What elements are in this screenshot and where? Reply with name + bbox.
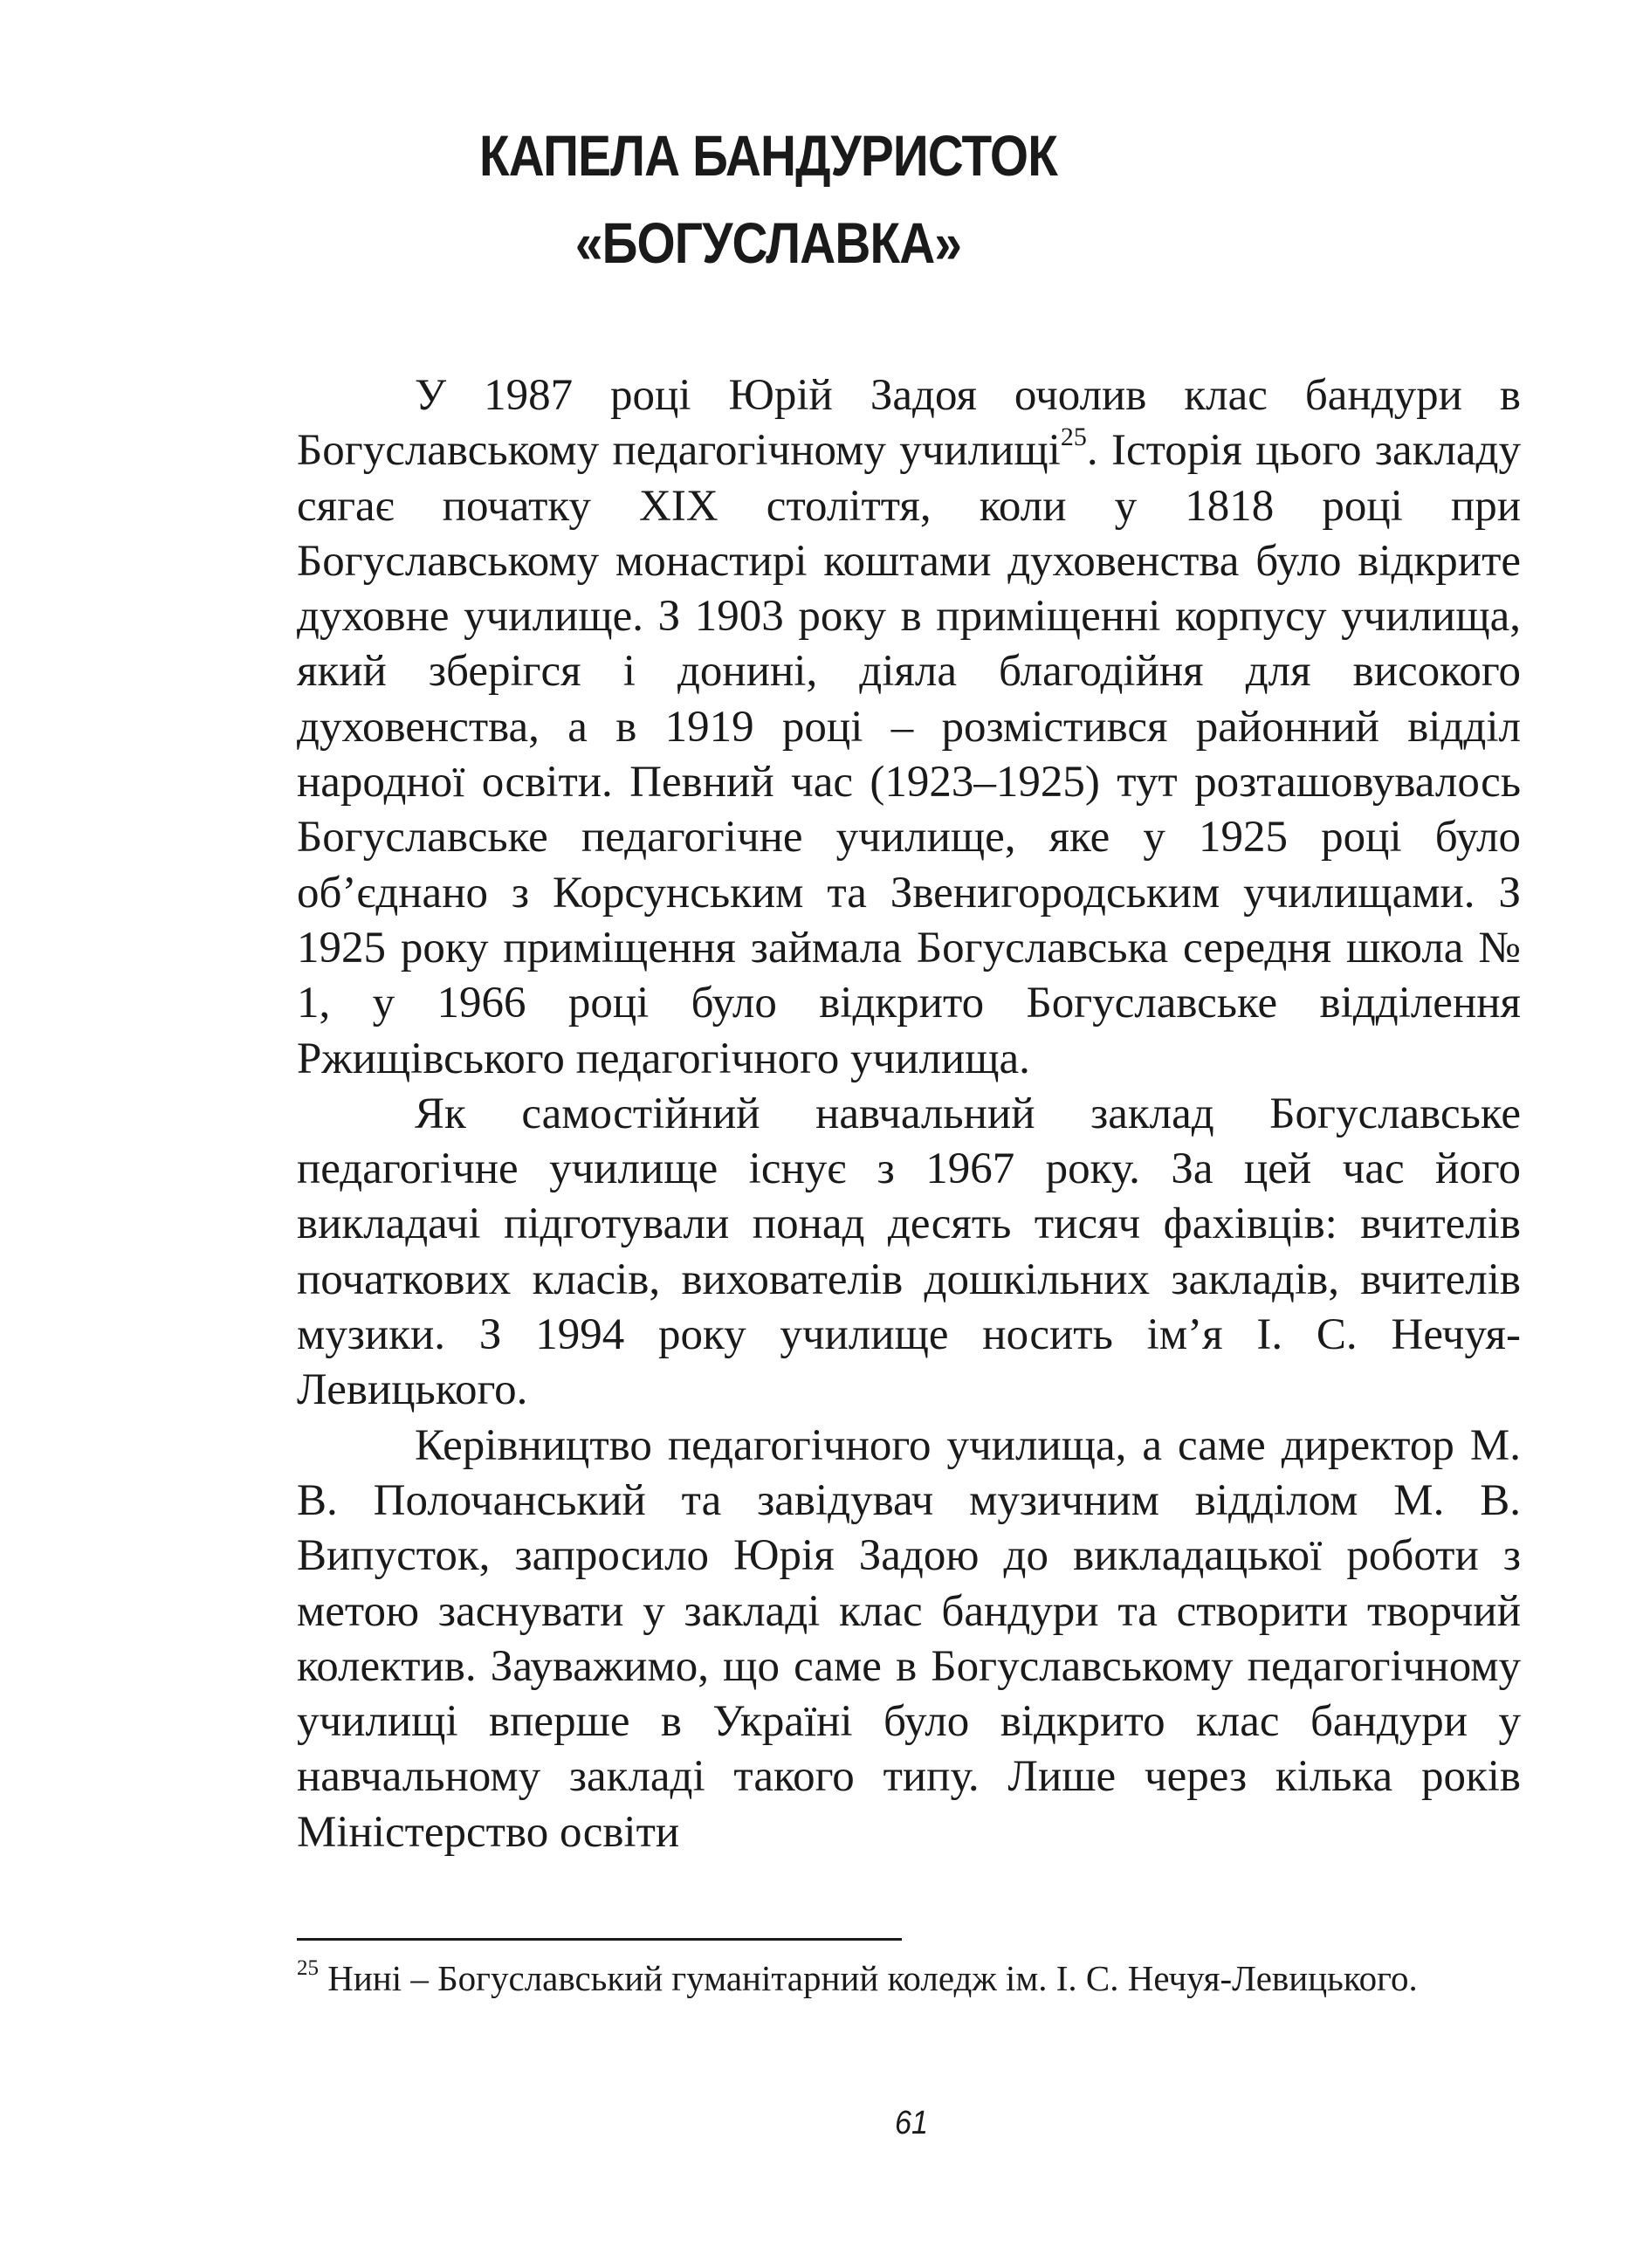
body-text	[297, 368, 1521, 1860]
paragraph-3: Керівництво педагогічного училища, а саме директор М. В. Полочанський та завідувач музичним відділом М. В. Випусток, запросило Юрія Задою до викладацької роботи з метою заснувати у закладі клас бандури та створити творчий колектив. Зауважимо, що саме в Богуславському педагогічному училищі вперше в Україні було відкрито клас бандури у навчальному закладі такого типу. Лише через кілька років Міністерство освіти	[297, 1420, 1521, 1857]
footnote-number: 25	[297, 1956, 319, 1980]
footnote	[297, 1954, 1521, 2003]
chapter-title-line-2: «БОГУСЛАВКА»	[574, 210, 962, 275]
paragraph-1-text-start: У 1987 році Юрій Задоя очолив клас бандури в Богуславському педагогічному училищі	[297, 371, 1521, 476]
chapter-title	[355, 112, 1181, 286]
footnote-reference[interactable]: 25	[1060, 423, 1087, 452]
footnote-separator	[297, 1938, 902, 1941]
paragraph-1	[297, 368, 1521, 1087]
paragraph-1-text-end: . Історія цього закладу сягає початку ХІХ століття, коли у 1818 році при Богуславському монастирі коштами духовенства було відкрите духовне училище. З 1903 року в приміщенні корпусу училища, який зберігся і донині, діяла благодійня для високого духовенства, а в 1919 році – розмістився районний відділ народної освіти. Певний час (1923–1925) тут розташовувалось Богуславське педагогічне училище, яке у 1925 році було об’єднано з Корсунським та Звенигородським училищами. З 1925 року приміщення займала Богуславська середня школа № 1, у 1966 році було відкрито Богуславське відділення Ржищівського педагогічного училища.	[297, 426, 1521, 1083]
footnote-text: Нині – Богуславський гуманітарний коледж ім. І. С. Нечуя-Левицького.	[319, 1958, 1418, 1998]
page-number: 61	[894, 2105, 929, 2141]
chapter-title-line-1: КАПЕЛА БАНДУРИСТОК	[479, 123, 1057, 188]
paragraph-2: Як самостійний навчальний заклад Богуславське педагогічне училище існує з 1967 року. За цей час його викладачі підготували понад десять тисяч фахівців: вчителів початкових класів, вихователів дошкільних закладів, вчителів музики. З 1994 року училище носить ім’я І. С. Нечуя-Левицького.	[297, 1089, 1521, 1415]
